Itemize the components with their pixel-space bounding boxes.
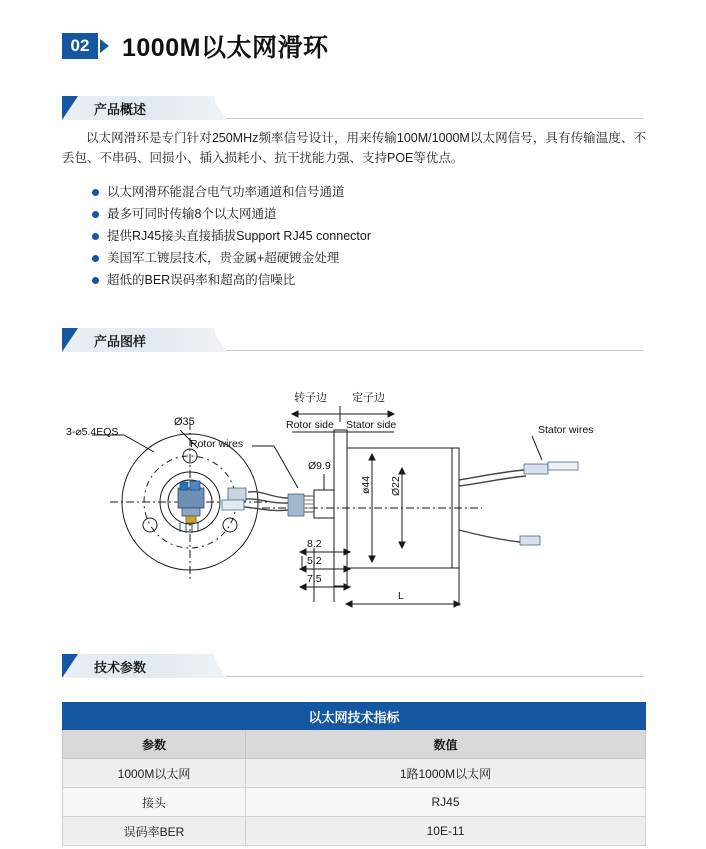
bullet-text: 以太网滑环能混合电气功率通道和信号通道 xyxy=(107,185,345,199)
label-dim-5-2: 5.2 xyxy=(307,555,322,567)
section-header-specs xyxy=(62,654,644,680)
label-dim-L: L xyxy=(398,590,404,602)
label-stator-wires: Stator wires xyxy=(538,424,594,436)
cell-param: 接头 xyxy=(63,788,246,817)
column-header-value: 数值 xyxy=(246,730,646,759)
section-header-drawing xyxy=(62,328,644,354)
section-triangle-tail-icon xyxy=(212,328,226,352)
section-triangle-tail-icon xyxy=(212,654,226,678)
rotor-wires-graphic xyxy=(222,488,314,516)
section-triangle-icon xyxy=(62,96,78,120)
label-rotor-side-cn: 转子边 xyxy=(294,392,327,404)
bullet-text: 提供RJ45接头直接插拔Support RJ45 connector xyxy=(107,229,371,243)
title-number-badge: 02 xyxy=(62,33,98,59)
cell-value: 10E-11 xyxy=(246,817,646,846)
specs-table-title: 以太网技术指标 xyxy=(63,703,646,730)
cell-param: 误码率BER xyxy=(63,817,246,846)
drawing-svg xyxy=(62,370,646,635)
rotor-connector-graphic xyxy=(178,481,204,533)
label-dim-8-2: 8.2 xyxy=(307,538,322,550)
bullet-dot-icon xyxy=(92,255,99,262)
table-row xyxy=(63,759,646,788)
title-arrow-icon xyxy=(100,39,109,53)
title-text: 1000M以太网滑环 xyxy=(122,34,329,62)
overview-bullet-list xyxy=(92,182,652,292)
label-shaft-dia: Ø9.9 xyxy=(308,460,331,472)
section-triangle-tail-icon xyxy=(212,96,226,120)
table-row-columns xyxy=(63,730,646,759)
section-header-overview xyxy=(62,96,644,122)
list-item xyxy=(92,248,652,269)
column-header-param: 参数 xyxy=(63,730,246,759)
cell-value: RJ45 xyxy=(246,788,646,817)
bullet-text: 最多可同时传输8个以太网通道 xyxy=(107,207,277,221)
label-dim-7-5: 7.5 xyxy=(307,573,322,585)
section-label-overview: 产品概述 xyxy=(94,102,147,117)
cell-param: 1000M以太网 xyxy=(63,759,246,788)
bullet-text: 美国军工镀层技术，贵金属+超硬镀金处理 xyxy=(107,251,340,265)
specs-table-wrapper xyxy=(62,702,646,846)
bullet-dot-icon xyxy=(92,211,99,218)
section-label-drawing: 产品图样 xyxy=(94,334,147,349)
table-row xyxy=(63,817,646,846)
bullet-dot-icon xyxy=(92,189,99,196)
section-triangle-icon xyxy=(62,328,78,352)
list-item xyxy=(92,204,652,225)
section-rule xyxy=(226,676,644,677)
table-row-header xyxy=(63,703,646,730)
label-stator-side-cn: 定子边 xyxy=(352,392,385,404)
bullet-text: 超低的BER误码率和超高的信噪比 xyxy=(107,273,296,287)
table-row xyxy=(63,788,646,817)
label-rotor-side-en: Rotor side xyxy=(286,419,334,431)
label-holes: 3-⌀5.4EQS xyxy=(66,426,119,438)
cell-value: 1路1000M以太网 xyxy=(246,759,646,788)
overview-text: 以太网滑环是专门针对250MHz频率信号设计，用来传输100M/1000M以太网信号，具有传输温度、不丢包、不串码、回损小、插入损耗小、抗干扰能力强、支持POE等优点。 xyxy=(62,131,646,165)
list-item xyxy=(92,182,652,203)
list-item xyxy=(92,270,652,291)
list-item xyxy=(92,226,652,247)
label-stator-side-en: Stator side xyxy=(346,419,397,431)
section-triangle-icon xyxy=(62,654,78,678)
page-title xyxy=(62,28,328,64)
stator-wires-graphic xyxy=(459,462,578,545)
label-rotor-wires: Rotor wires xyxy=(190,438,244,450)
section-rule xyxy=(226,350,644,351)
label-body-dia-22: Ø22 xyxy=(390,476,402,496)
specs-table xyxy=(62,702,646,846)
section-rule xyxy=(226,118,644,119)
overview-paragraph xyxy=(62,128,646,168)
label-body-dia-44: ø44 xyxy=(360,475,372,494)
bullet-dot-icon xyxy=(92,233,99,240)
label-flange-dia: Ø35 xyxy=(174,416,195,428)
bullet-dot-icon xyxy=(92,277,99,284)
section-label-specs: 技术参数 xyxy=(94,660,147,675)
product-technical-drawing xyxy=(62,370,646,635)
